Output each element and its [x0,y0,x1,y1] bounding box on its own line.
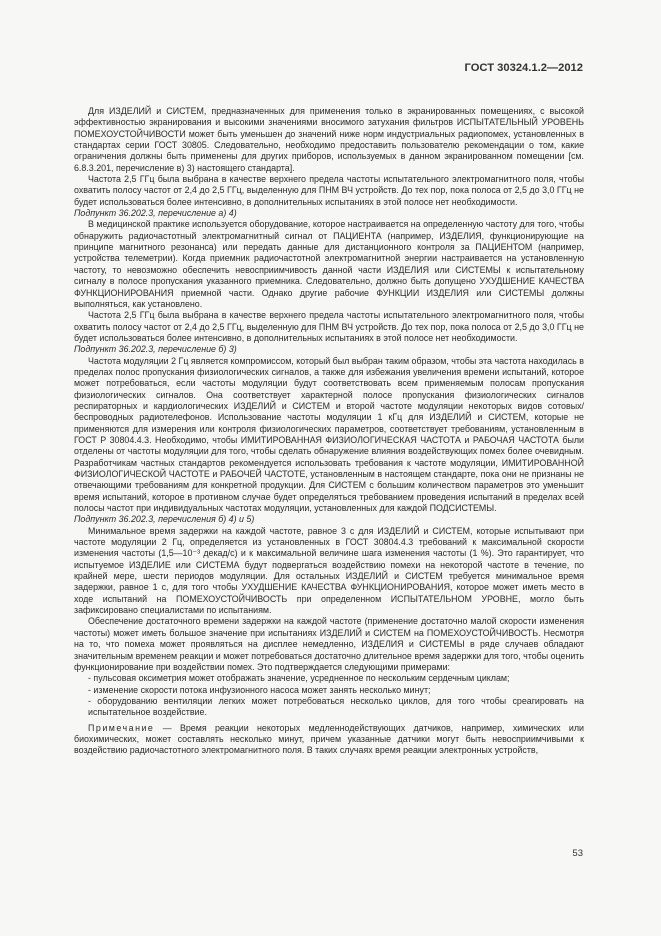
list-item: - оборудованию вентиляции легких может потребоваться несколько циклов, для того чтобы среагировать на испытательное воздействие. [88,695,584,718]
document-header: ГОСТ 30324.1.2—2012 [464,62,583,74]
paragraph: Обеспечение достаточного времени задержки на каждой частоте (применение достаточно малой скорости изменения частоты) может иметь большое значение при испытаниях ИЗДЕЛИЙ и СИСТЕМ на ПОМЕХОУСТОЙЧИВОСТЬ. Несмотря на то, что помеха может проявляться на дисплее немедленно, ИЗДЕЛИЯ и СИСТЕМЫ в ряде случаев обладают значительным временем реакции и может потребоваться достаточно длительное время задержки для того, чтобы оценить функционирование при воздействии помех. Это подтверждается следующими примерами: [74,616,584,672]
subclause-heading: Подпункт 36.202.3, перечисления б) 4) и 5) [74,514,255,525]
note-label: Примечание [88,722,155,733]
paragraph: Частота 2,5 ГГц была выбрана в качестве верхнего предела частоты испытательного электромагнитного поля, чтобы охватить полосу частот от 2,4 до 2,5 ГГц, выделенную для ПНМ ВЧ устройств. До тех пор, пока полоса от 2,5 до 3,0 ГГц не будет использоваться более интенсивно, в дополнительных испытаниях в этой полосе нет необходимости. [74,174,584,207]
paragraph: В медицинской практике используется оборудование, которое настраивается на определенную частоту для того, чтобы обнаружить радиочастотный электромагнитный сигнал от ПАЦИЕНТА (например, ИЗДЕЛИЯ, функционирующие на принципе магнитного резонанса) или передать данные для дистанционного контроля за ПАЦИЕНТОМ (например, устройства телеметрии). Когда приемник радиочастотной электромагнитной энергии настраивается на установленную частоту, то невозможно обеспечить невосприимчивость данной части ИЗДЕЛИЯ или СИСТЕМЫ к испытательному сигналу в полосе пропускания указанного приемника. Следовательно, должно быть допущено УХУДШЕНИЕ КАЧЕСТВА ФУНКЦИОНИРОВАНИЯ приемной части. Однако другие рабочие ФУНКЦИИ ИЗДЕЛИЯ или СИСТЕМЫ должны выполняться, как установлено. [74,219,584,309]
note-text: — Время реакции некоторых медленнодействующих датчиков, например, химических или биохимических, может составлять несколько минут, причем указанные датчики могут быть невосприимчивыми к воздействию радиочастотного электромагнитного поля. В таких случаях время реакции электронных устройств, [74,722,584,756]
subclause-heading: Подпункт 36.202.3, перечисление а) 4) [74,208,237,219]
list-item: - пульсовая оксиметрия может отображать значение, усредненное по нескольким сердечным циклам; [88,673,510,684]
note-paragraph [74,723,584,757]
paragraph: Для ИЗДЕЛИЙ и СИСТЕМ, предназначенных для применения только в экранированных помещениях, с высокой эффективностью экранирования и высокими значениями вносимого затухания фильтров ИСПЫТАТЕЛЬНЫЙ УРОВЕНЬ ПОМЕХОУСТОЙЧИВОСТИ может быть уменьшен до значений ниже норм индустриальных радиопомех, установленных в стандартах серии ГОСТ 30805. Следовательно, необходимо предоставить пользователю рекомендации о том, какие ограничения должны быть применены для других приборов, используемых в данном экранированном помещении [см. 6.8.3.201, перечисление в) 3) настоящего стандарта]. [74,106,584,173]
list-item: - изменение скорости потока инфузионного насоса может занять несколько минут; [88,684,431,695]
paragraph: Частота 2,5 ГГц была выбрана в качестве верхнего предела частоты испытательного электромагнитного поля, чтобы охватить полосу частот от 2,4 до 2,5 ГГц, выделенную для ПНМ ВЧ устройств. До тех пор, пока полоса от 2,5 до 3,0 ГГц не будет использоваться более интенсивно, в дополнительных испытаниях в этой полосе нет необходимости. [74,310,584,343]
page-number: 53 [572,848,583,859]
paragraph: Частота модуляции 2 Гц является компромиссом, который был выбран таким образом, чтобы эта частота находилась в пределах полос пропускания физиологических сигналов, а также для избежания увеличения времени испытаний, которое может потребоваться, если частоты модуляции будут соответствовать всем применяемым полосам пропускания физиологических сигналов. Она соответствует характерной полосе пропускания физиологических сигналов респираторных и кардиологических ИЗДЕЛИЙ и СИСТЕМ и второй частоте модуляции некоторых видов сотовых/беспроводных радиотелефонов. Использование частоты модуляции 1 кГц для ИЗДЕЛИЙ и СИСТЕМ, которые не применяются для измерения или контроля физиологических параметров, соответствует требованиям, установленным в ГОСТ Р 30804.4.3. Необходимо, чтобы ИМИТИРОВАННАЯ ФИЗИОЛОГИЧЕСКАЯ ЧАСТОТА и РАБОЧАЯ ЧАСТОТА были отделены от частоты модуляции для того, чтобы сделать обнаружение влияния воздействующих помех более очевидным. Разработчикам частных стандартов рекомендуется использовать требования к частоте модуляции, ИМИТИРОВАННОЙ ФИЗИОЛОГИЧЕСКОЙ ЧАСТОТЕ и РАБОЧЕЙ ЧАСТОТЕ, установленным в настоящем стандарте, пока они не признаны не отвечающими требованиям для конкретной продукции. Для СИСТЕМ с большим количеством параметров это уменьшит время испытаний, которое в противном случае будет определяться требованием проведения испытаний в пределах всей полосы частот при индивидуальных частотах модуляции, установленных для каждой ПОДСИСТЕМЫ. [74,355,584,514]
paragraph: Минимальное время задержки на каждой частоте, равное 3 с для ИЗДЕЛИЙ и СИСТЕМ, которые испытывают при частоте модуляции 2 Гц, определяется из установленных в ГОСТ 30804.4.3 требований к максимальной скорости изменения частоты (1,5—10⁻³ декад/с) и к максимальной величине шага изменения частоты (1 %). Это гарантирует, что испытуемое ИЗДЕЛИЕ или СИСТЕМА будут подвергаться воздействию помехи на некоторой частоте в течение, по крайней мере, шести периодов модуляции. Для остальных ИЗДЕЛИЙ и СИСТЕМ требуется минимальное время задержки, равное 1 с, для того чтобы УХУДШЕНИЕ КАЧЕСТВА ФУНКЦИОНИРОВАНИЯ, которое может иметь место в ходе испытаний на ПОМЕХОУСТОЙЧИВОСТЬ при определенном ИСПЫТАТЕЛЬНОМ УРОВНЕ, могло быть зафиксировано специалистами по испытаниям. [74,525,584,616]
subclause-heading: Подпункт 36.202.3, перечисление б) 3) [74,344,237,355]
document-body [74,106,584,757]
